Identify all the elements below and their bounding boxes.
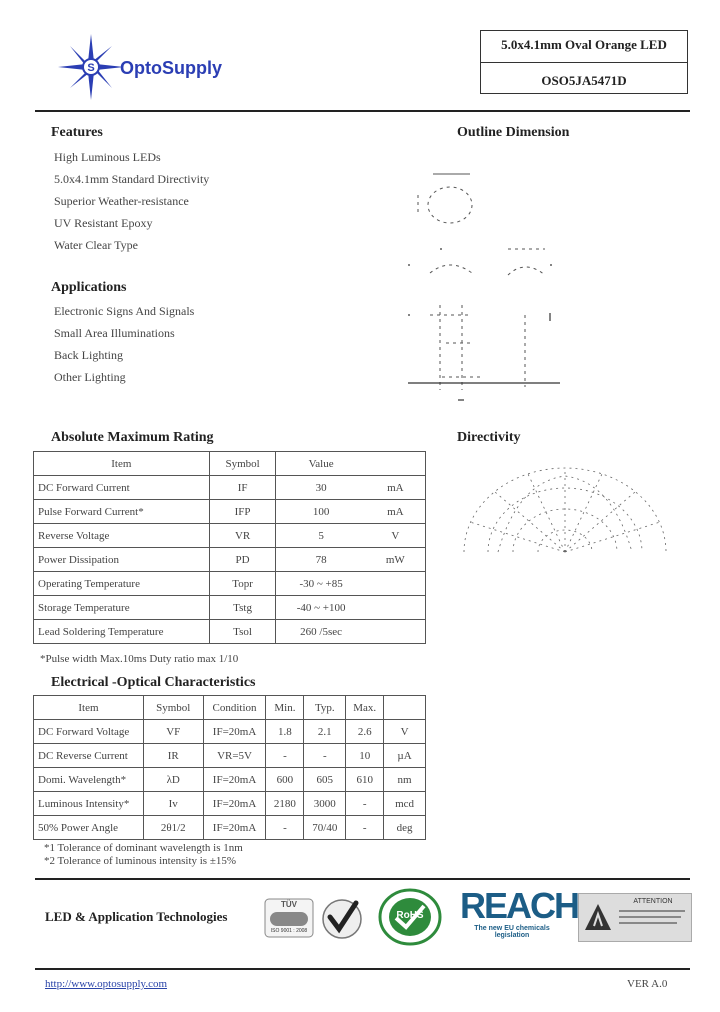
eoc-table [33,695,426,840]
footer-rule [35,878,690,880]
table-row [34,768,426,792]
table-row [34,524,426,548]
outline-dimension-drawing [400,165,570,405]
attention-text-line [619,922,677,924]
feature-item: Water Clear Type [54,238,138,252]
esd-warning-icon [583,902,613,932]
applications-title: Applications [51,280,127,295]
cell-symbol: Tsol [209,620,276,644]
quality-check-badge-icon [320,895,364,941]
feature-item: Superior Weather-resistance [54,194,189,208]
cell-typ: 70/40 [304,816,346,840]
cell-item: DC Forward Current [34,476,210,500]
cell-value: -30 ~ +85 [276,572,366,596]
iso-label: ISO 9001 : 2008 [270,928,308,934]
directivity-title: Directivity [457,430,521,445]
cell-item: Lead Soldering Temperature [34,620,210,644]
cell-symbol: Iv [143,792,203,816]
cell-unit: µA [384,744,426,768]
cell-max: 2.6 [346,720,384,744]
cell-symbol: VF [143,720,203,744]
cell-max: 10 [346,744,384,768]
part-number: OSO5JA5471D [541,73,627,88]
header-symbol: Symbol [209,452,276,476]
cell-value: -40 ~ +100 [276,596,366,620]
cell-unit: V [384,720,426,744]
directivity-diagram [458,462,672,558]
cell-unit [366,596,426,620]
cell-item: Pulse Forward Current* [34,500,210,524]
cell-value: 5 [276,524,366,548]
cell-min: - [266,816,304,840]
cell-max: 610 [346,768,384,792]
cell-item: Reverse Voltage [34,524,210,548]
cell-unit: mA [366,476,426,500]
attention-label: ATTENTION [633,898,673,905]
table-row [34,816,426,840]
cell-item: Power Dissipation [34,548,210,572]
header-typ: Typ. [304,696,346,720]
tuv-label: TÜV [281,900,297,909]
bottom-rule [35,968,690,970]
cell-item: Luminous Intensity* [34,792,144,816]
application-item: Other Lighting [54,370,126,384]
cell-item: 50% Power Angle [34,816,144,840]
product-title: 5.0x4.1mm Oval Orange LED [501,37,667,52]
reach-label: REACH [460,885,579,926]
footer-tagline: LED & Application Technologies [45,909,228,924]
header-min: Min. [266,696,304,720]
eoc-footnote-1: *1 Tolerance of dominant wavelength is 1nm [44,842,243,854]
table-row [34,596,426,620]
attention-text-line [619,916,681,918]
table-row [34,500,426,524]
cell-unit [366,572,426,596]
table-row [34,744,426,768]
rohs-badge [378,888,442,946]
cell-min: - [266,744,304,768]
attention-text-line [619,910,685,912]
features-title: Features [51,125,103,140]
cell-typ: 605 [304,768,346,792]
table-row [34,548,426,572]
header-item: Item [34,452,210,476]
table-header-row [34,452,426,476]
table-row [34,792,426,816]
feature-item: High Luminous LEDs [54,150,161,164]
cell-item: DC Forward Voltage [34,720,144,744]
cell-typ: 2.1 [304,720,346,744]
cell-unit: mcd [384,792,426,816]
cell-condition: IF=20mA [203,768,266,792]
star-logo-icon [58,34,124,100]
cell-item: Domi. Wavelength* [34,768,144,792]
cell-unit: V [366,524,426,548]
brand-name: OptoSupply [120,58,222,78]
cell-symbol: Tstg [209,596,276,620]
outline-title: Outline Dimension [457,125,570,140]
header-value: Value [276,452,366,476]
cell-unit [366,620,426,644]
eoc-footnote-2: *2 Tolerance of luminous intensity is ±15% [44,855,237,867]
cell-item: Storage Temperature [34,596,210,620]
cell-min: 2180 [266,792,304,816]
cell-symbol: 2θ1/2 [143,816,203,840]
amr-footnote: *Pulse width Max.10ms Duty ratio max 1/10 [40,653,239,665]
cell-symbol: IF [209,476,276,500]
header-max: Max. [346,696,384,720]
header-condition: Condition [203,696,266,720]
rohs-label: RoHS [396,910,424,921]
table-row [34,476,426,500]
header-unit [384,696,426,720]
amr-title: Absolute Maximum Rating [51,430,214,445]
cell-condition: IF=20mA [203,816,266,840]
cell-unit: mA [366,500,426,524]
header-item: Item [34,696,144,720]
header-title-box [480,30,688,94]
top-rule [35,110,690,112]
reach-badge [460,885,579,939]
cell-condition: IF=20mA [203,792,266,816]
esd-attention-badge [578,893,692,942]
website-link[interactable]: http://www.optosupply.com [45,978,168,990]
application-item: Electronic Signs And Signals [54,304,195,318]
cell-typ: 3000 [304,792,346,816]
cell-symbol: PD [209,548,276,572]
application-item: Back Lighting [54,348,123,362]
table-row [34,572,426,596]
cell-max: - [346,816,384,840]
cell-condition: VR=5V [203,744,266,768]
cell-value: 30 [276,476,366,500]
header-symbol: Symbol [143,696,203,720]
version-label: VER A.0 [627,978,668,990]
cell-min: 1.8 [266,720,304,744]
cell-symbol: VR [209,524,276,548]
cell-unit: deg [384,816,426,840]
application-item: Small Area Illuminations [54,326,175,340]
feature-item: UV Resistant Epoxy [54,216,153,230]
reach-subtitle: The new EU chemicals legislation [474,925,550,939]
svg-text:S: S [87,62,95,74]
cell-symbol: IFP [209,500,276,524]
cell-item: DC Reverse Current [34,744,144,768]
feature-item: 5.0x4.1mm Standard Directivity [54,172,210,186]
cell-max: - [346,792,384,816]
header-divider [481,62,687,63]
cell-item: Operating Temperature [34,572,210,596]
cell-condition: IF=20mA [203,720,266,744]
eoc-title: Electrical -Optical Characteristics [51,675,256,690]
cell-unit: mW [366,548,426,572]
table-header-row [34,696,426,720]
cell-unit: nm [384,768,426,792]
cell-symbol: IR [143,744,203,768]
table-row [34,620,426,644]
header-unit [366,452,426,476]
cell-typ: - [304,744,346,768]
table-row [34,720,426,744]
amr-table [33,451,426,644]
cell-value: 78 [276,548,366,572]
tuv-iso-badge [264,898,314,938]
cell-min: 600 [266,768,304,792]
cell-symbol: Topr [209,572,276,596]
cell-value: 260 /5sec [276,620,366,644]
cell-value: 100 [276,500,366,524]
cell-symbol: λD [143,768,203,792]
